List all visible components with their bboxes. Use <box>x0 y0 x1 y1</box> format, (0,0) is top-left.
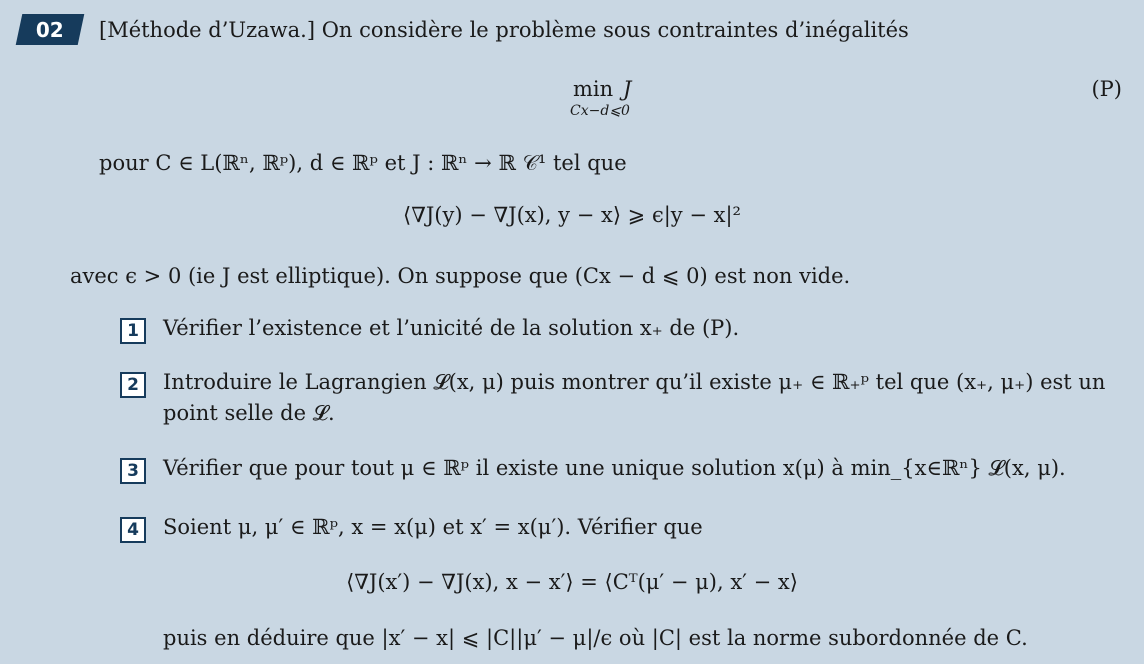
question-2-text: Introduire le Lagrangien 𝓛(x, μ) puis montrer qu’il existe μ₊ ∈ ℝ₊ᵖ tel que (x₊, μ₊) est un <box>163 370 1106 394</box>
question-4-equation: ⟨∇J(x′) − ∇J(x), x − x′⟩ = ⟨Cᵀ(μ′ − μ), x′ − x⟩ <box>346 570 798 594</box>
exercise-intro: [Méthode d’Uzawa.] On considère le problème sous contraintes d’inégalités <box>99 18 909 42</box>
min-operator: min <box>573 77 614 101</box>
question-4-conclusion: puis en déduire que |x′ − x| ⩽ |C||μ′ − μ|/ϵ où |C| est la norme subordonnée de C. <box>163 626 1028 650</box>
question-2-text-continued: point selle de 𝓛. <box>163 401 335 425</box>
question-1-text: Vérifier l’existence et l’unicité de la solution x₊ de (P). <box>163 316 740 340</box>
hypothesis-line: pour C ∈ L(ℝⁿ, ℝᵖ), d ∈ ℝᵖ et J : ℝⁿ → ℝ 𝒞¹ tel que <box>99 151 627 175</box>
question-3-text: Vérifier que pour tout μ ∈ ℝᵖ il existe une unique solution x(μ) à min_{x∈ℝⁿ} 𝓛(x, μ). <box>163 456 1066 480</box>
question-number-3: 3 <box>120 458 146 484</box>
equation-tag: (P) <box>1091 77 1122 101</box>
question-number-1: 1 <box>120 318 146 344</box>
exercise-number-badge: 02 <box>16 14 85 45</box>
ellipticity-equation: ⟨∇J(y) − ∇J(x), y − x⟩ ⩾ ϵ|y − x|² <box>403 203 741 227</box>
question-number-4: 4 <box>120 517 146 543</box>
assumption-line: avec ϵ > 0 (ie J est elliptique). On suppose que (Cx − d ⩽ 0) est non vide. <box>70 264 851 288</box>
constraint-subscript: Cx−d⩽0 <box>570 103 630 119</box>
objective-function: J <box>623 77 632 101</box>
question-4-text: Soient μ, μ′ ∈ ℝᵖ, x = x(μ) et x′ = x(μ′). Vérifier que <box>163 515 703 539</box>
question-number-2: 2 <box>120 372 146 398</box>
